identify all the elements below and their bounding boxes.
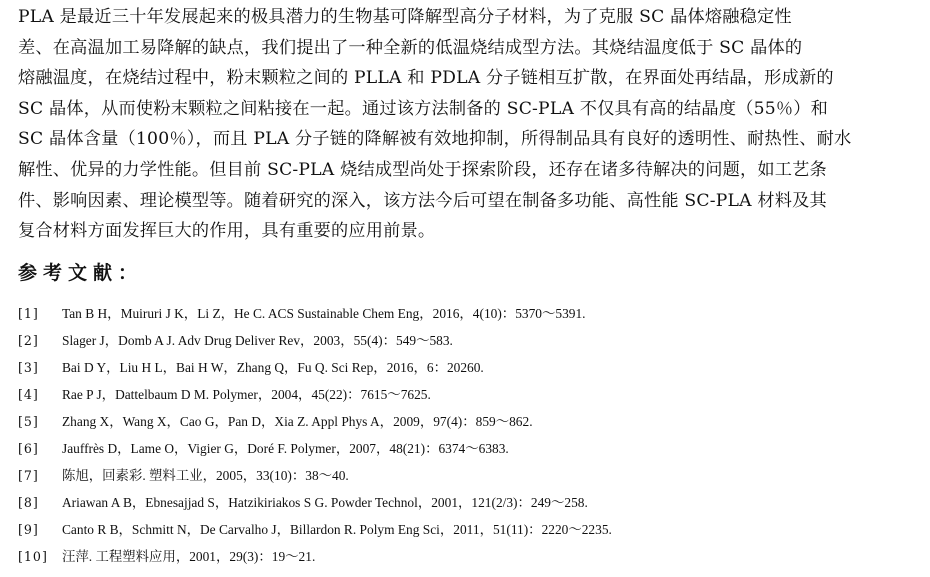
reference-number: [3]: [18, 360, 39, 375]
paragraph-line: 件、影响因素、理论模型等。随着研究的深入，该方法今后可望在制备多功能、高性能 SC-PLA 材料及其: [18, 190, 827, 211]
reference-text: Jauffrès D，Lame O，Vigier G，Doré F. Polymer，2007，48(21)：6374～6383.: [62, 441, 509, 456]
paper-page: [18, 0, 918, 564]
conclusion-paragraph: [18, 0, 918, 247]
reference-item: [18, 492, 918, 519]
reference-number: [10]: [18, 549, 48, 564]
references-heading: 参考文献：: [18, 262, 144, 284]
reference-number: [2]: [18, 333, 39, 348]
reference-number: [7]: [18, 468, 39, 483]
reference-text: Bai D Y，Liu H L，Bai H W，Zhang Q，Fu Q. Sci Rep，2016，6：20260.: [62, 360, 484, 375]
reference-text: Rae P J，Dattelbaum D M. Polymer，2004，45(22)：7615～7625.: [62, 387, 431, 402]
reference-text: Ariawan A B，Ebnesajjad S，Hatzikiriakos S G. Powder Technol，2001，121(2/3)：249～258.: [62, 495, 588, 510]
reference-text: Zhang X，Wang X，Cao G，Pan D，Xia Z. Appl Phys A，2009，97(4)：859～862.: [62, 414, 533, 429]
paragraph-line: 差、在高温加工易降解的缺点，我们提出了一种全新的低温烧结成型方法。其烧结温度低于 SC 晶体的: [18, 37, 803, 58]
paragraph-line: SC 晶体，从而使粉末颗粒之间粘接在一起。通过该方法制备的 SC-PLA 不仅具有高的结晶度（55％）和: [18, 98, 829, 119]
paragraph-line: SC 晶体含量（100％），而且 PLA 分子链的降解被有效地抑制，所得制品具有良好的透明性、耐热性、耐水: [18, 129, 852, 150]
reference-text: Tan B H，Muiruri J K，Li Z，He C. ACS Sustainable Chem Eng，2016，4(10)：5370～5391.: [62, 306, 586, 321]
reference-item: [18, 465, 918, 492]
reference-text: Canto R B，Schmitt N，De Carvalho J，Billardon R. Polym Eng Sci，2011，51(11)：2220～2235.: [62, 522, 612, 537]
reference-number: [8]: [18, 495, 39, 510]
paragraph-line: 复合材料方面发挥巨大的作用，具有重要的应用前景。: [18, 221, 436, 242]
reference-item: [18, 330, 918, 357]
reference-text: 汪萍. 工程塑料应用，2001，29(3)：19～21.: [62, 549, 316, 564]
reference-item: [18, 303, 918, 330]
paragraph-line: 熔融温度，在烧结过程中，粉末颗粒之间的 PLLA 和 PDLA 分子链相互扩散，在界面处再结晶，形成新的: [18, 68, 834, 89]
reference-item: [18, 519, 918, 546]
paragraph-line: PLA 是最近三十年发展起来的极具潜力的生物基可降解型高分子材料，为了克服 SC 晶体熔融稳定性: [18, 7, 792, 27]
reference-number: [5]: [18, 414, 39, 429]
reference-list: [18, 303, 918, 573]
reference-item: [18, 546, 918, 573]
reference-item: [18, 438, 918, 465]
reference-item: [18, 357, 918, 384]
reference-item: [18, 384, 918, 411]
reference-number: [9]: [18, 522, 39, 537]
reference-text: 陈旭，回素彩. 塑料工业，2005，33(10)：38～40.: [62, 468, 349, 483]
reference-number: [1]: [18, 306, 39, 321]
reference-number: [6]: [18, 441, 39, 456]
reference-text: Slager J，Domb A J. Adv Drug Deliver Rev，2003，55(4)：549～583.: [62, 333, 453, 348]
paragraph-line: 解性、优异的力学性能。但目前 SC-PLA 烧结成型尚处于探索阶段，还存在诸多待解决的问题，如工艺条: [18, 159, 827, 180]
reference-item: [18, 411, 918, 438]
reference-number: [4]: [18, 387, 39, 402]
